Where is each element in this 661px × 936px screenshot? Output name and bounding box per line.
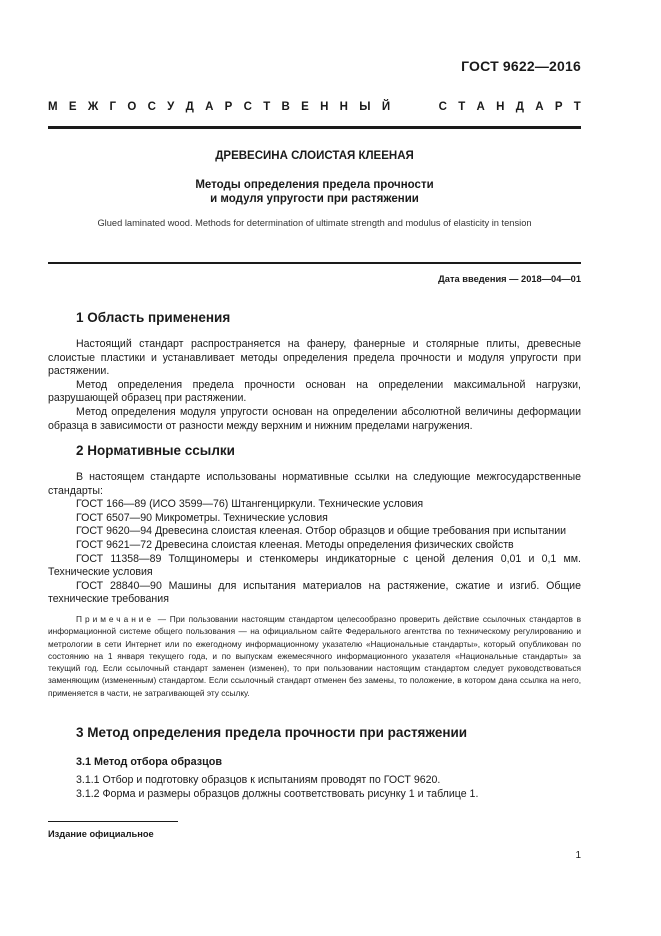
reference-item: ГОСТ 166—89 (ИСО 3599—76) Штангенциркули. Технические условия <box>76 498 424 511</box>
note-label: Примечание <box>76 614 155 624</box>
heading-letter: Т <box>263 101 271 113</box>
heading-letter: Н <box>320 101 329 113</box>
section-2-body <box>48 471 581 607</box>
subsection-3-1-heading: 3.1 Метод отбора образцов <box>76 756 223 768</box>
heading-letter: С <box>147 101 156 113</box>
reference-item: ГОСТ 11358—89 Толщиномеры и стенкомеры индикаторные с ценой деления 0,01 и 0,1 мм. Технические условия <box>48 552 581 579</box>
introduction-date: Дата введения — 2018—04—01 <box>438 274 581 284</box>
heading-letter: М <box>48 101 58 113</box>
heading-letter: Д <box>515 101 524 113</box>
heading-letter: А <box>476 101 485 113</box>
section-1-paragraph-2: Метод определения предела прочности основан на определении максимальной нагрузки, разрушающей образец при растяжении. <box>48 378 581 405</box>
heading-letter: С <box>243 101 252 113</box>
reference-item: ГОСТ 9620—94 Древесина слоистая клееная. Отбор образцов и общие требования при испытании <box>76 525 567 538</box>
top-rule <box>48 126 581 129</box>
heading-letter: Е <box>68 101 77 113</box>
reference-item: ГОСТ 28840—90 Машины для испытания материалов на растяжение, сжатие и изгиб. Общие технические требования <box>48 579 581 606</box>
heading-letter: Ж <box>87 101 99 113</box>
heading-letter: Т <box>573 101 581 113</box>
gost-code: ГОСТ 9622—2016 <box>461 58 581 74</box>
page-number: 1 <box>575 850 581 861</box>
section-2-heading: 2 Нормативные ссылки <box>76 443 235 458</box>
heading-letter: У <box>167 101 175 113</box>
clause-3-1-1: 3.1.1 Отбор и подготовку образцов к испытаниям проводят по ГОСТ 9620. <box>76 774 441 786</box>
heading-letter: Е <box>301 101 309 113</box>
heading-letter: О <box>127 101 137 113</box>
heading-letter: Н <box>339 101 348 113</box>
heading-letter: Г <box>109 101 117 113</box>
official-edition-label: Издание официальное <box>48 829 154 839</box>
section-1-paragraph-1: Настоящий стандарт распространяется на фанеру, фанерные и столярные плиты, древесные слоистые пластики и устанавливает методы определения предела прочности и модуля упругости при растяжении. <box>48 338 581 378</box>
document-title: ДРЕВЕСИНА СЛОИСТАЯ КЛЕЕНАЯ <box>215 150 414 162</box>
subtitle-line-2: и модуля упругости при растяжении <box>210 193 419 205</box>
section-2-intro: В настоящем стандарте использованы нормативные ссылки на следующие межгосударственные стандарты: <box>48 471 581 497</box>
heading-letter: С <box>438 101 447 113</box>
middle-rule <box>48 262 581 264</box>
section-1-body <box>48 338 581 433</box>
reference-item: ГОСТ 9621—72 Древесина слоистая клееная. Методы определения физических свойств <box>76 538 514 551</box>
heading-letter: Т <box>458 101 466 113</box>
section-3-items <box>76 774 581 801</box>
heading-letter: Д <box>185 101 194 113</box>
heading-letter: Р <box>224 101 233 113</box>
heading-letter: Й <box>381 101 391 113</box>
note-block <box>48 613 581 699</box>
document-subtitle <box>48 178 581 206</box>
subtitle-line-1: Методы определения предела прочности <box>195 179 434 191</box>
clause-3-1-2: 3.1.2 Форма и размеры образцов должны соответствовать рисунку 1 и таблице 1. <box>76 787 479 800</box>
english-title: Glued laminated wood. Methods for determination of ultimate strength and modulus of elasticity in tension <box>97 218 532 228</box>
word-gap <box>401 101 427 113</box>
note-text: — При пользовании настоящим стандартом целесообразно проверить действие ссылочных стандартов в информационной системе общего пользования — на официальном сайте Федерального агентства по техническому регулированию и метрологии в сети Интернет или по ежегодному информационному указателю «Национальные стандарты», который опубликован по состоянию на 1 января текущего года, и по выпускам ежемесячного информационного указателя «Национальные стандарты» за текущий год. Если ссылочный стандарт заменен (изменен), то при пользовании настоящим стандартом следует руководствоваться заменяющим (измененным) стандартом. Если ссылочный стандарт отменен без замены, то положение, в котором дана ссылка на него, применяется в части, не затрагивающей эту ссылку. <box>48 614 581 698</box>
footer-rule <box>48 821 178 822</box>
reference-item: ГОСТ 6507—90 Микрометры. Технические условия <box>76 511 328 524</box>
heading-letter: Ы <box>359 101 371 113</box>
heading-letter: Н <box>496 101 505 113</box>
standard-type-heading <box>48 101 581 113</box>
heading-letter: А <box>205 101 214 113</box>
heading-letter: А <box>535 101 544 113</box>
heading-letter: В <box>281 101 290 113</box>
section-3-heading: 3 Метод определения предела прочности при растяжении <box>76 725 468 740</box>
section-1-paragraph-3: Метод определения модуля упругости основан на определении абсолютной величины деформации образца в зависимости от разности между верхним и нижним пределами нагружения. <box>48 405 581 432</box>
section-1-heading: 1 Область применения <box>76 310 231 325</box>
heading-letter: Р <box>554 101 563 113</box>
